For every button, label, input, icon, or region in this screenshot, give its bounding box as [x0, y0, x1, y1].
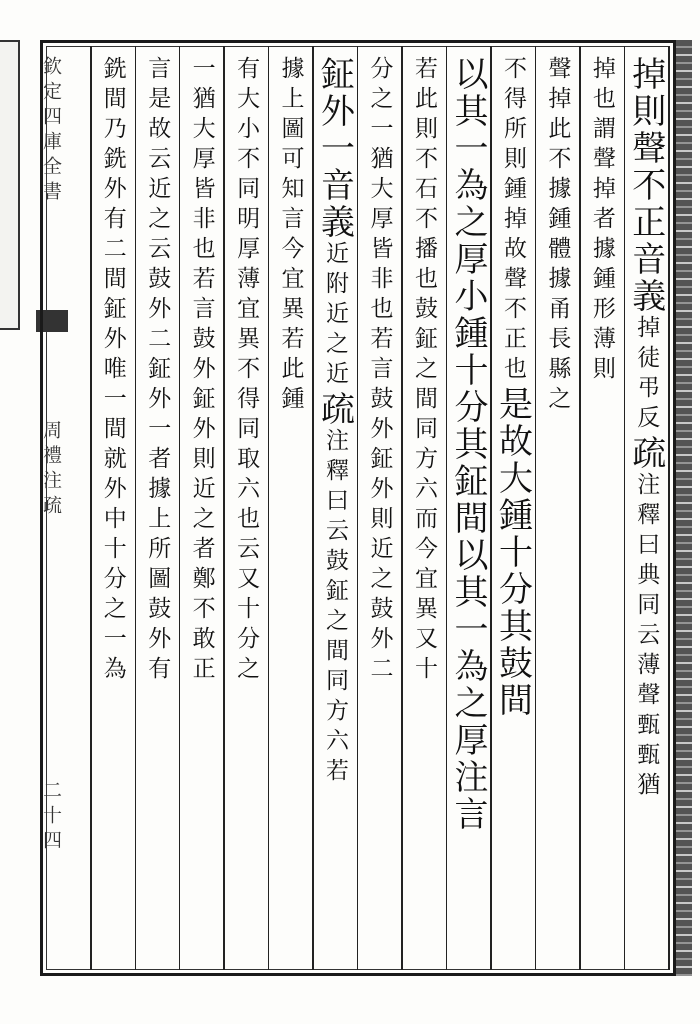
text-column [535, 56, 580, 956]
main-text: 是故大鍾十分其鼓間 [492, 386, 533, 719]
commentary-text: 分之一猶大厚皆非也若言鼓外鉦外則近之鼓外二 [366, 56, 393, 686]
margin-top-title: 欽定四庫全書 [40, 56, 62, 206]
commentary-text: 聲掉此不據鍾體據甬長縣之 [544, 56, 571, 416]
text-column [357, 56, 402, 956]
commentary-text: 若此則不石不播也鼓鉦之間同方六而今宜異又十 [410, 56, 437, 686]
text-column [401, 56, 446, 956]
text-column [312, 56, 357, 956]
side-ornament-strip [676, 40, 692, 976]
text-column [179, 56, 224, 956]
text-column [624, 56, 669, 956]
commentary-text: 注釋曰典同云薄聲甄甄猶 [633, 472, 660, 802]
main-text: 鉦外一音義 [314, 56, 355, 241]
text-column [268, 56, 313, 956]
main-text: 掉則聲不正音義 [625, 56, 666, 315]
text-column [446, 56, 491, 956]
main-text: 以其一為之厚小鍾十分其鉦間以其一為之厚注言 [447, 56, 488, 833]
page-gutter-tab [0, 40, 20, 330]
margin-book-title: 周禮注疏 [40, 420, 62, 520]
main-text: 疏 [314, 391, 355, 428]
commentary-text: 銑間乃銑外有二間鉦外唯一間就外中十分之一為 [99, 56, 126, 686]
commentary-text: 言是故云近之云鼓外二鉦外一者據上所圖鼓外有 [144, 56, 171, 686]
column-rule [668, 46, 670, 970]
commentary-text: 掉也謂聲掉者據鍾形薄則 [588, 56, 615, 386]
text-column [490, 56, 535, 956]
commentary-text: 不得所則鍾掉故聲不正也 [499, 56, 526, 386]
text-column [579, 56, 624, 956]
margin-page-number: 二十四 [40, 780, 62, 855]
commentary-text: 掉徒弔反 [633, 315, 660, 435]
commentary-text: 據上圖可知言今宜異若此鍾 [277, 56, 304, 416]
commentary-text: 有大小不同明厚薄宜異不得同取六也云又十分之 [233, 56, 260, 686]
text-column [223, 56, 268, 956]
main-text: 疏 [625, 435, 666, 472]
text-column [90, 56, 135, 956]
commentary-text: 注釋曰云鼓鉦之間同方六若 [322, 428, 349, 788]
commentary-text: 一猶大厚皆非也若言鼓外鉦外則近之者鄭不敢正 [188, 56, 215, 686]
commentary-text: 近附近之近 [322, 241, 349, 391]
text-column [135, 56, 180, 956]
